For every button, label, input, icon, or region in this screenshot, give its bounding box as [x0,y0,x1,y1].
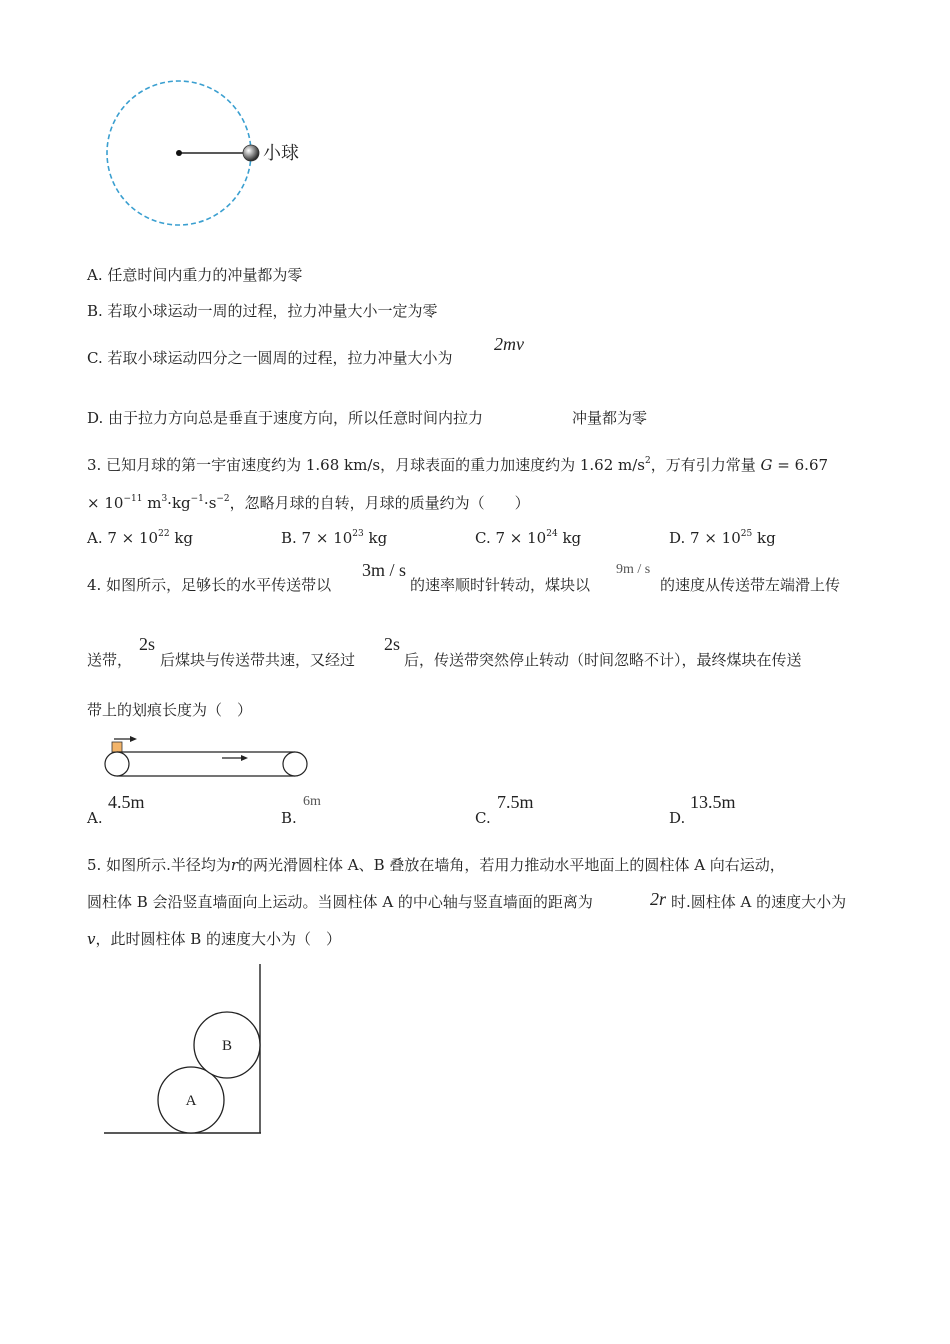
right-roller [283,752,307,776]
q2-option-b: B. 若取小球运动一周的过程，拉力冲量大小一定为零 [87,302,438,320]
q4-math-v1: 3m / s [362,560,407,580]
q4-line1-b: 的速率顺时针转动，煤块以 [410,576,591,594]
q4-option-d-label: D. [669,809,686,827]
q4-option-c-value: 7.5m [497,792,534,812]
q4-math-v2: 9m / s [616,562,651,577]
q4-line1-a: 4. 如图所示，足够长的水平传送带以 [87,576,332,594]
q5-line2-b: 时.圆柱体 A 的速度大小为 [671,893,847,911]
q4-line1-c: 的速度从传送带左端滑上传 [660,576,841,594]
q4-option-b-value: 6m [303,794,321,809]
q3-question-line1: 3. 已知月球的第一宇宙速度约为 1.68 km/s，月球表面的重力加速度约为 1.62 $m/s^2$，万有引力常量 G = 6.67 [87,456,829,474]
q5-line1: 5. 如图所示.半径均为r的两光滑圆柱体 A、B 叠放在墙角，若用力推动水平地面上的圆柱体 A 向右运动， [87,856,785,874]
q3-option-d: D. $7 \times 10^{25}$ kg [669,529,776,547]
block-arrow-head [130,736,137,742]
q4-option-b-label: B. [281,809,297,827]
q4-line2-b: 后煤块与传送带共速，又经过 [160,651,356,669]
coal-block [112,742,122,752]
cylinder-a-label: A [185,1093,197,1109]
q3-option-b: B. $7 \times 10^{23}$ kg [281,529,388,547]
q2-option-d-part2: 冲量都为零 [572,409,648,427]
left-roller [105,752,129,776]
q4-line2-c: 后，传送带突然停止转动（时间忽略不计），最终煤块在传送 [404,651,802,669]
conveyor-belt-figure [100,732,315,780]
q4-line2-a: 送带， [87,651,133,669]
q2-option-a: A. 任意时间内重力的冲量都为零 [87,266,303,284]
q2-option-c-math: 2mv [494,334,524,354]
q2-option-c: C. 若取小球运动四分之一圆周的过程，拉力冲量大小为 [87,349,453,367]
q4-math-t1: 2s [139,634,156,654]
q5-math-2r: 2r [650,889,667,909]
belt-arrow-head [241,755,248,761]
q2-option-d-part1: D. 由于拉力方向总是垂直于速度方向，所以任意时间内拉力 [87,409,484,427]
ball-label: 小球 [263,143,299,164]
center-dot [176,150,182,156]
q4-option-a-label: A. [87,809,103,827]
ball-icon [243,145,259,161]
q4-option-a-value: 4.5m [108,792,145,812]
cylinder-b-label: B [221,1038,233,1054]
q3-question-line2: × $10^{-11}$ $m^3\cdot kg^{-1}\cdot s^{-2}$，忽略月球的自转，月球的质量约为（ ） [87,494,530,512]
q4-line3: 带上的划痕长度为（ ） [87,701,253,719]
q4-option-d-value: 13.5m [690,792,736,812]
q3-option-c: C. $7 \times 10^{24}$ kg [475,529,582,547]
q4-option-c-label: C. [475,809,491,827]
q5-line2-a: 圆柱体 B 会沿竖直墙面向上运动。当圆柱体 A 的中心轴与竖直墙面的距离为 [87,893,593,911]
cylinders-figure [100,960,270,1140]
q3-option-a: A. $7 \times 10^{22}$ kg [87,529,194,547]
q4-math-t2: 2s [384,634,401,654]
q5-line3: v，此时圆柱体 B 的速度大小为（ ） [87,930,342,948]
